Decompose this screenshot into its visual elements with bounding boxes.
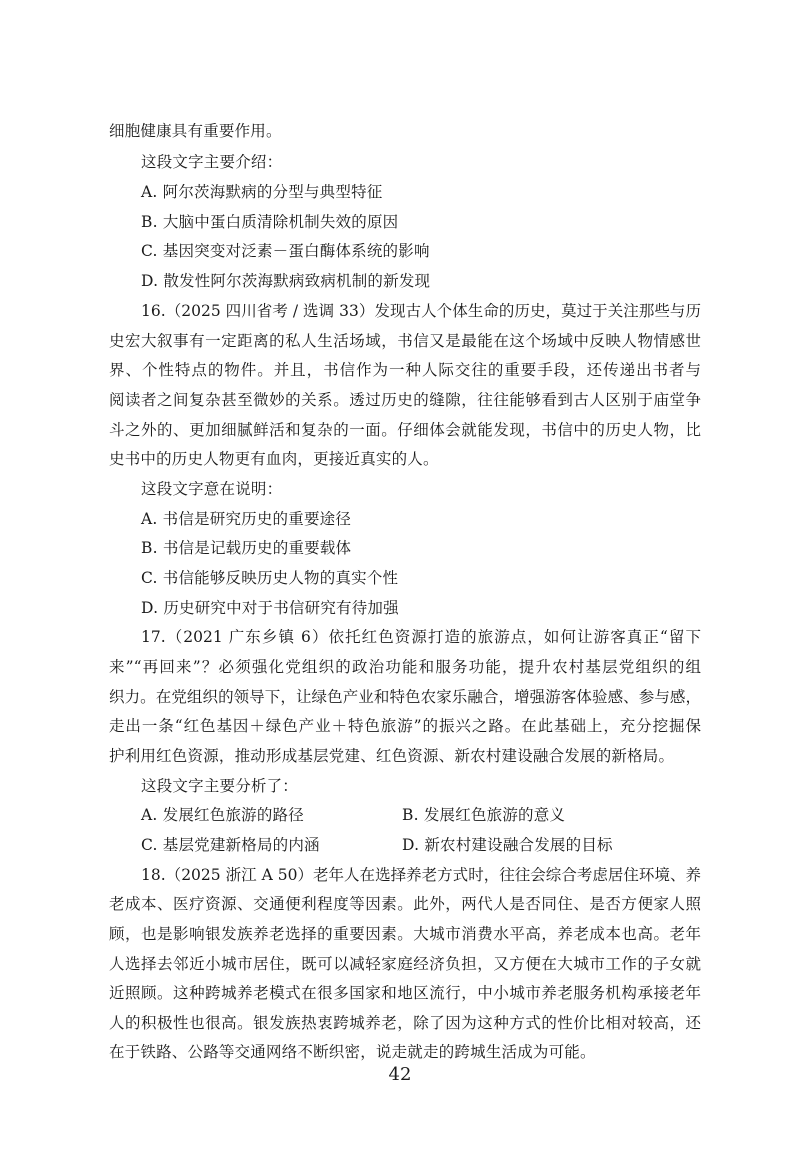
q17-text-line: 织力。在党组织的领导下，让绿色产业和特色农家乐融合，增强游客体验感、参与感，	[109, 688, 701, 706]
q16-stem: 这段文字意在说明：	[141, 480, 283, 498]
q18-text-line: 顾，也是影响银发族养老选择的重要因素。大城市消费水平高，养老成本也高。老年	[109, 925, 701, 943]
q15-option-b: B. 大脑中蛋白质清除机制失效的原因	[141, 213, 399, 231]
q15-option-c: C. 基因突变对泛素－蛋白酶体系统的影响	[141, 242, 430, 260]
q15-option-d: D. 散发性阿尔茨海默病致病机制的新发现	[141, 272, 431, 290]
q18-text-line: 18.（2025 浙江 A 50）老年人在选择养老方式时，往往会综合考虑居住环境、养	[141, 866, 701, 884]
q17-option-c: C. 基层党建新格局的内涵	[141, 836, 320, 854]
paragraph-tail: 细胞健康具有重要作用。	[109, 122, 282, 140]
q16-text-line: 斗之外的、更加细腻鲜活和复杂的一面。仔细体会就能发现，书信中的历史人物，比	[109, 421, 701, 439]
q16-option-d: D. 历史研究中对于书信研究有待加强	[141, 599, 399, 617]
q16-text-line: 史宏大叙事有一定距离的私人生活场域，书信又是最能在这个场域中反映人物情感世	[109, 332, 701, 350]
q16-option-a: A. 书信是研究历史的重要途径	[141, 510, 352, 528]
q17-stem: 这段文字主要分析了：	[141, 777, 299, 795]
q17-text-line: 护利用红色资源，推动形成基层党建、红色资源、新农村建设融合发展的新格局。	[109, 747, 675, 765]
q18-text-line: 人选择去邻近小城市居住，既可以减轻家庭经济负担，又方便在大城市工作的子女就	[109, 955, 701, 973]
q16-option-c: C. 书信能够反映历史人物的真实个性	[141, 569, 399, 587]
q17-text-line: 来”“再回来”？必须强化党组织的政治功能和服务功能，提升农村基层党组织的组	[109, 658, 701, 676]
q18-text-line: 老成本、医疗资源、交通便利程度等因素。此外，两代人是否同住、是否方便家人照	[109, 895, 701, 913]
q17-option-d: D. 新农村建设融合发展的目标	[402, 836, 613, 854]
q16-text-line: 界、个性特点的物件。并且，书信作为一种人际交往的重要手段，还传递出书者与	[109, 361, 701, 379]
page-number: 42	[388, 1064, 412, 1085]
q15-stem: 这段文字主要介绍：	[141, 153, 283, 171]
q15-option-a: A. 阿尔茨海默病的分型与典型特征	[141, 183, 383, 201]
q17-text-line: 17.（2021 广东乡镇 6）依托红色资源打造的旅游点，如何让游客真正“留下	[141, 628, 701, 646]
q18-text-line: 近照顾。这种跨城养老模式在很多国家和地区流行，中小城市养老服务机构承接老年	[109, 984, 701, 1002]
q17-text-line: 走出一条“红色基因＋绿色产业＋特色旅游”的振兴之路。在此基础上，充分挖掘保	[109, 717, 701, 735]
q17-option-b: B. 发展红色旅游的意义	[402, 806, 566, 824]
q16-text-line: 阅读者之间复杂甚至微妙的关系。透过历史的缝隙，往往能够看到古人区别于庙堂争	[109, 391, 701, 409]
q16-text-line: 史书中的历史人物更有血肉，更接近真实的人。	[109, 450, 439, 468]
q16-option-b: B. 书信是记载历史的重要载体	[141, 539, 352, 557]
q18-text-line: 人的积极性也很高。银发族热衷跨城养老，除了因为这种方式的性价比相对较高，还	[109, 1014, 701, 1032]
q18-text-line: 在于铁路、公路等交通网络不断织密，说走就走的跨城生活成为可能。	[109, 1043, 596, 1061]
q16-text-line: 16.（2025 四川省考 / 选调 33）发现古人个体生命的历史，莫过于关注那些与历	[141, 302, 701, 320]
q17-option-a: A. 发展红色旅游的路径	[141, 806, 304, 824]
